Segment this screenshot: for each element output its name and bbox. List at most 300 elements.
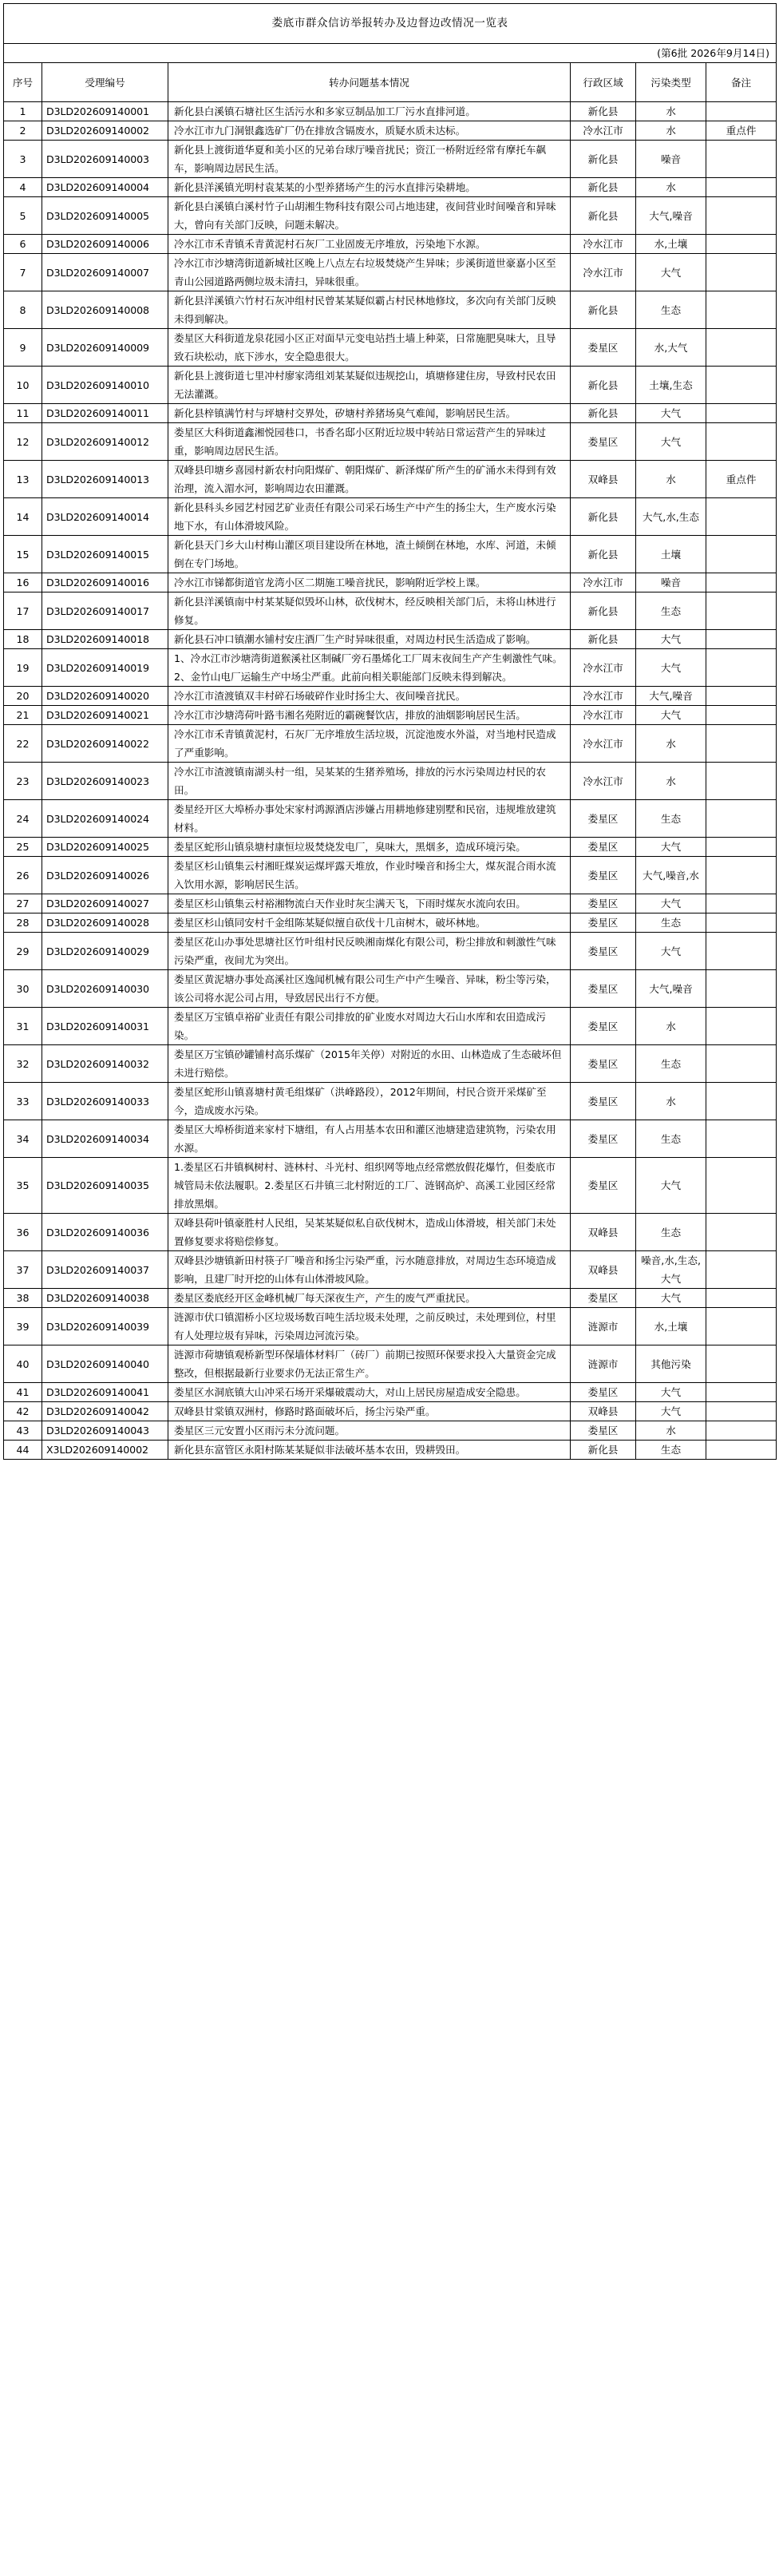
- row-description: 新化县上渡街道七里冲村廖家湾组刘某某疑似违规挖山，填塘修建住房，导致村民农田无法灌溉。: [168, 367, 571, 404]
- row-pollution-type: 水: [636, 763, 706, 800]
- row-description: 新化县白溪镇白溪村竹子山胡湘生物科技有限公司占地违建，夜间营业时间噪音和异味大，曾向有关部门反映，问题未解决。: [168, 197, 571, 235]
- row-pollution-type: 水,大气: [636, 329, 706, 367]
- row-description: 娄星区三元安置小区雨污未分流问题。: [168, 1421, 571, 1441]
- row-pollution-type: 大气,噪音: [636, 687, 706, 706]
- row-area: 娄星区: [571, 894, 636, 913]
- row-area: 娄星区: [571, 1045, 636, 1083]
- row-area: 新化县: [571, 367, 636, 404]
- row-description: 娄星区大科街道鑫湘悦园巷口，书香名邸小区附近垃圾中转站日常运营产生的异味过重，影响周边居民生活。: [168, 423, 571, 461]
- row-index: 44: [4, 1441, 42, 1460]
- row-note: [706, 423, 777, 461]
- row-note: [706, 197, 777, 235]
- row-area: 冷水江市: [571, 573, 636, 592]
- row-description: 涟源市荷塘镇观桥新型环保墙体材料厂（砖厂）前期已按照环保要求投入大量资金完成整改，但根据最新行业要求仍无法正常生产。: [168, 1345, 571, 1383]
- row-code: D3LD202609140028: [42, 913, 168, 933]
- row-index: 35: [4, 1158, 42, 1214]
- row-area: 冷水江市: [571, 121, 636, 141]
- row-code: D3LD202609140007: [42, 254, 168, 291]
- row-pollution-type: 大气: [636, 649, 706, 687]
- row-index: 34: [4, 1120, 42, 1158]
- row-index: 14: [4, 498, 42, 536]
- row-description: 双峰县甘棠镇双洲村，修路时路面破坏后，扬尘污染严重。: [168, 1402, 571, 1421]
- row-index: 5: [4, 197, 42, 235]
- row-pollution-type: 生态: [636, 1045, 706, 1083]
- row-note: [706, 498, 777, 536]
- row-code: D3LD202609140001: [42, 102, 168, 121]
- row-note: [706, 1441, 777, 1460]
- row-code: D3LD202609140021: [42, 706, 168, 725]
- table-row: [4, 291, 777, 329]
- row-note: [706, 1402, 777, 1421]
- table-row: [4, 536, 777, 573]
- row-description: 冷水江市沙塘湾街道新城社区晚上八点左右垃圾焚烧产生异味；步溪街道世豪嘉小区至青山公园道路两侧垃圾未清扫，异味很重。: [168, 254, 571, 291]
- table-row: [4, 630, 777, 649]
- row-code: D3LD202609140018: [42, 630, 168, 649]
- row-note: [706, 404, 777, 423]
- table-row: [4, 1345, 777, 1383]
- table-row: [4, 838, 777, 857]
- title-row: [4, 4, 777, 44]
- row-index: 22: [4, 725, 42, 763]
- row-area: 新化县: [571, 141, 636, 178]
- row-index: 6: [4, 235, 42, 254]
- row-pollution-type: 大气,噪音: [636, 197, 706, 235]
- row-index: 19: [4, 649, 42, 687]
- row-description: 1、冷水江市沙塘湾街道猴溪社区制碱厂旁石墨烯化工厂周末夜间生产产生刺激性气味。2、金竹山电厂运输生产中场尘严重。此前向相关职能部门反映未得到解决。: [168, 649, 571, 687]
- row-description: 冷水江市九门洞银鑫选矿厂仍在排放含镉废水，质疑水质未达标。: [168, 121, 571, 141]
- table-row: [4, 687, 777, 706]
- table-row: [4, 970, 777, 1008]
- row-area: 娄星区: [571, 1158, 636, 1214]
- table-row: [4, 197, 777, 235]
- row-area: 娄星区: [571, 913, 636, 933]
- header-code: 受理编号: [42, 63, 168, 102]
- row-note: [706, 1421, 777, 1441]
- row-code: D3LD202609140042: [42, 1402, 168, 1421]
- row-description: 娄星区娄底经开区金峰机械厂每天深夜生产，产生的废气严重扰民。: [168, 1289, 571, 1308]
- row-description: 娄星区大埠桥街道来家村下塘组，有人占用基本农田和灌区池塘建造建筑物，污染农用水源。: [168, 1120, 571, 1158]
- table-row: [4, 706, 777, 725]
- row-description: 新化县梓镇满竹村与坪塘村交界处，矽塘村养猪场臭气难闻，影响居民生活。: [168, 404, 571, 423]
- row-pollution-type: 大气,噪音,水: [636, 857, 706, 894]
- table-row: [4, 235, 777, 254]
- row-area: 娄星区: [571, 838, 636, 857]
- row-note: [706, 1008, 777, 1045]
- row-area: 新化县: [571, 498, 636, 536]
- header-area: 行政区域: [571, 63, 636, 102]
- row-area: 新化县: [571, 1441, 636, 1460]
- table-row: [4, 1289, 777, 1308]
- row-description: 新化县洋溪镇南中村某某疑似毁坏山林，砍伐树木，经反映相关部门后，未将山林进行修复。: [168, 592, 571, 630]
- row-area: 娄星区: [571, 1421, 636, 1441]
- row-area: 娄星区: [571, 329, 636, 367]
- row-code: D3LD202609140024: [42, 800, 168, 838]
- row-index: 43: [4, 1421, 42, 1441]
- row-code: D3LD202609140002: [42, 121, 168, 141]
- header-note: 备注: [706, 63, 777, 102]
- row-pollution-type: 土壤,生态: [636, 367, 706, 404]
- row-description: 娄星区蛇形山镇喜塘村黄毛组煤矿（洪峰路段），2012年期间，村民合资开采煤矿至今，造成废水污染。: [168, 1083, 571, 1120]
- row-pollution-type: 大气: [636, 838, 706, 857]
- row-index: 18: [4, 630, 42, 649]
- row-pollution-type: 大气,水,生态: [636, 498, 706, 536]
- row-code: D3LD202609140023: [42, 763, 168, 800]
- row-index: 31: [4, 1008, 42, 1045]
- row-description: 新化县洋溪镇六竹村石灰冲组村民曾某某疑似霸占村民林地修坟，多次向有关部门反映未得到解决。: [168, 291, 571, 329]
- row-note: [706, 573, 777, 592]
- document-sheet: [3, 3, 776, 1460]
- row-index: 30: [4, 970, 42, 1008]
- row-pollution-type: 大气: [636, 1289, 706, 1308]
- row-pollution-type: 噪音: [636, 141, 706, 178]
- row-code: D3LD202609140025: [42, 838, 168, 857]
- row-code: X3LD202609140002: [42, 1441, 168, 1460]
- row-area: 娄星区: [571, 1008, 636, 1045]
- table-row: [4, 1158, 777, 1214]
- row-pollution-type: 大气: [636, 933, 706, 970]
- table-row: [4, 763, 777, 800]
- table-row: [4, 894, 777, 913]
- table-row: [4, 649, 777, 687]
- row-area: 涟源市: [571, 1308, 636, 1345]
- row-pollution-type: 水: [636, 102, 706, 121]
- row-note: [706, 1045, 777, 1083]
- row-index: 25: [4, 838, 42, 857]
- row-description: 娄星区蛇形山镇泉塘村康恒垃圾焚烧发电厂，臭味大，黑烟多，造成环境污染。: [168, 838, 571, 857]
- row-pollution-type: 生态: [636, 291, 706, 329]
- row-index: 28: [4, 913, 42, 933]
- row-description: 娄星区杉山镇集云村裕湘物流白天作业时灰尘满天飞，下雨时煤灰水流向农田。: [168, 894, 571, 913]
- row-area: 涟源市: [571, 1345, 636, 1383]
- row-code: D3LD202609140037: [42, 1251, 168, 1289]
- row-pollution-type: 生态: [636, 1214, 706, 1251]
- row-area: 新化县: [571, 630, 636, 649]
- row-pollution-type: 水: [636, 725, 706, 763]
- row-note: [706, 894, 777, 913]
- row-description: 冷水江市沙塘湾荷叶路韦湘名苑附近的霸碗餐饮店，排放的油烟影响居民生活。: [168, 706, 571, 725]
- row-note: [706, 1158, 777, 1214]
- row-pollution-type: 大气: [636, 630, 706, 649]
- row-note: [706, 1289, 777, 1308]
- table-row: [4, 102, 777, 121]
- row-note: [706, 1214, 777, 1251]
- table-row: [4, 1214, 777, 1251]
- row-area: 双峰县: [571, 1214, 636, 1251]
- row-area: 双峰县: [571, 1251, 636, 1289]
- row-area: 冷水江市: [571, 763, 636, 800]
- row-description: 娄星区大科街道龙泉花园小区正对面早元变电站挡土墙上种菜，日常施肥臭味大，且导致石块松动，底下涉水，安全隐患很大。: [168, 329, 571, 367]
- table-row: [4, 404, 777, 423]
- row-index: 32: [4, 1045, 42, 1083]
- row-index: 23: [4, 763, 42, 800]
- row-pollution-type: 大气: [636, 1383, 706, 1402]
- row-description: 新化县石冲口镇潮水铺村安庄酒厂生产时异味很重，对周边村民生活造成了影响。: [168, 630, 571, 649]
- row-index: 36: [4, 1214, 42, 1251]
- row-description: 新化县东富管区永阳村陈某某疑似非法破坏基本农田，毁耕毁田。: [168, 1441, 571, 1460]
- row-index: 29: [4, 933, 42, 970]
- row-note: [706, 970, 777, 1008]
- table-row: [4, 141, 777, 178]
- row-index: 26: [4, 857, 42, 894]
- row-index: 11: [4, 404, 42, 423]
- row-note: [706, 649, 777, 687]
- row-area: 冷水江市: [571, 687, 636, 706]
- row-description: 双峰县沙塘镇新田村筷子厂噪音和扬尘污染严重，污水随意排放，对周边生态环境造成影响，且建厂时开挖的山体有山体滑坡风险。: [168, 1251, 571, 1289]
- row-note: [706, 630, 777, 649]
- row-area: 娄星区: [571, 857, 636, 894]
- row-pollution-type: 生态: [636, 592, 706, 630]
- row-note: [706, 592, 777, 630]
- row-pollution-type: 大气,噪音: [636, 970, 706, 1008]
- row-description: 新化县洋溪镇光明村袁某某的小型养猪场产生的污水直排污染耕地。: [168, 178, 571, 197]
- row-description: 1.娄星区石井镇枫树村、涟林村、斗光村、组织网等地点经常燃放假花爆竹，但娄底市城管局未依法履职。2.娄星区石井镇三北村附近的工厂、涟钢高炉、高溪工业园区经常排放黑烟。: [168, 1158, 571, 1214]
- table-row: [4, 121, 777, 141]
- row-note: [706, 763, 777, 800]
- table-row: [4, 913, 777, 933]
- row-pollution-type: 大气: [636, 1402, 706, 1421]
- row-description: 娄星区万宝镇卓裕矿业责任有限公司排放的矿业废水对周边大石山水库和农田造成污染。: [168, 1008, 571, 1045]
- row-index: 41: [4, 1383, 42, 1402]
- row-description: 双峰县印塘乡喜园村新农村向阳煤矿、朝阳煤矿、新泽煤矿所产生的矿涌水未得到有效治理，流入湄水河，影响周边农田灌溉。: [168, 461, 571, 498]
- row-description: 涟源市伏口镇湄桥小区垃圾场数百吨生活垃圾未处理，之前反映过，未处理到位，村里有人处理垃圾有异味，污染周边河流污染。: [168, 1308, 571, 1345]
- row-index: 42: [4, 1402, 42, 1421]
- row-description: 新化县科头乡园艺村园艺矿业责任有限公司采石场生产中产生的扬尘大，生产废水污染地下水，有山体滑坡风险。: [168, 498, 571, 536]
- row-note: [706, 706, 777, 725]
- table-row: [4, 1308, 777, 1345]
- row-note: [706, 1345, 777, 1383]
- row-pollution-type: 生态: [636, 1120, 706, 1158]
- row-area: 娄星区: [571, 1083, 636, 1120]
- row-pollution-type: 水: [636, 1421, 706, 1441]
- row-area: 娄星区: [571, 1120, 636, 1158]
- row-code: D3LD202609140026: [42, 857, 168, 894]
- row-index: 12: [4, 423, 42, 461]
- row-description: 娄星区黄泥塘办事处高溪社区逸闻机械有限公司生产中产生噪音、异味，粉尘等污染，该公司将水泥公司占用，导致居民出行不方便。: [168, 970, 571, 1008]
- table-row: [4, 423, 777, 461]
- row-note: [706, 933, 777, 970]
- row-note: [706, 102, 777, 121]
- row-description: 娄星经开区大埠桥办事处宋家村鸿源酒店涉嫌占用耕地修建别墅和民宿，违规堆放建筑材料。: [168, 800, 571, 838]
- row-area: 新化县: [571, 178, 636, 197]
- row-code: D3LD202609140012: [42, 423, 168, 461]
- row-note: [706, 1251, 777, 1289]
- row-description: 新化县白溪镇石塘社区生活污水和多家豆制品加工厂污水直排河道。: [168, 102, 571, 121]
- row-code: D3LD202609140029: [42, 933, 168, 970]
- row-description: 新化县天门乡大山村梅山灌区项目建设所在林地，渣土倾倒在林地，水库、河道，未倾倒在专门场地。: [168, 536, 571, 573]
- table-row: [4, 857, 777, 894]
- row-index: 3: [4, 141, 42, 178]
- row-pollution-type: 水: [636, 178, 706, 197]
- row-pollution-type: 水: [636, 1083, 706, 1120]
- row-pollution-type: 水: [636, 121, 706, 141]
- row-note: [706, 857, 777, 894]
- row-index: 15: [4, 536, 42, 573]
- row-pollution-type: 大气: [636, 894, 706, 913]
- row-note: [706, 254, 777, 291]
- row-description: 娄星区杉山镇集云村湘旺煤炭运煤坪露天堆放，作业时噪音和扬尘大，煤灰混合雨水流入饮用水源，影响居民生活。: [168, 857, 571, 894]
- row-area: 娄星区: [571, 423, 636, 461]
- row-index: 1: [4, 102, 42, 121]
- table-row: [4, 1008, 777, 1045]
- row-pollution-type: 大气: [636, 423, 706, 461]
- row-code: D3LD202609140036: [42, 1214, 168, 1251]
- table-row: [4, 1421, 777, 1441]
- row-index: 10: [4, 367, 42, 404]
- row-code: D3LD202609140031: [42, 1008, 168, 1045]
- row-index: 40: [4, 1345, 42, 1383]
- row-code: D3LD202609140030: [42, 970, 168, 1008]
- table-row: [4, 461, 777, 498]
- row-code: D3LD202609140004: [42, 178, 168, 197]
- row-note: [706, 178, 777, 197]
- table-row: [4, 725, 777, 763]
- row-code: D3LD202609140039: [42, 1308, 168, 1345]
- row-index: 24: [4, 800, 42, 838]
- row-code: D3LD202609140040: [42, 1345, 168, 1383]
- row-note: [706, 329, 777, 367]
- row-code: D3LD202609140013: [42, 461, 168, 498]
- row-description: 冷水江市禾青镇禾青黄泥村石灰厂工业固废无序堆放，污染地下水源。: [168, 235, 571, 254]
- row-code: D3LD202609140008: [42, 291, 168, 329]
- row-pollution-type: 土壤: [636, 536, 706, 573]
- row-description: 双峰县荷叶镇豪胜村人民组，吴某某疑似私自砍伐树木，造成山体滑坡，相关部门未处置修复要求将赔偿修复。: [168, 1214, 571, 1251]
- table-row: [4, 1120, 777, 1158]
- table-row: [4, 592, 777, 630]
- row-note: [706, 838, 777, 857]
- batch-info: (第6批 2026年9月14日): [4, 44, 777, 63]
- row-pollution-type: 水,土壤: [636, 1308, 706, 1345]
- row-note: [706, 235, 777, 254]
- row-code: D3LD202609140014: [42, 498, 168, 536]
- row-index: 7: [4, 254, 42, 291]
- row-pollution-type: 生态: [636, 913, 706, 933]
- row-code: D3LD202609140006: [42, 235, 168, 254]
- row-pollution-type: 大气: [636, 404, 706, 423]
- row-description: 娄星区万宝镇砂罐铺村高乐煤矿（2015年关停）对附近的水田、山林造成了生态破坏但未进行赔偿。: [168, 1045, 571, 1083]
- row-code: D3LD202609140009: [42, 329, 168, 367]
- row-pollution-type: 大气: [636, 1158, 706, 1214]
- row-note: [706, 687, 777, 706]
- row-note: [706, 141, 777, 178]
- row-area: 双峰县: [571, 1402, 636, 1421]
- row-index: 9: [4, 329, 42, 367]
- batch-row: [4, 44, 777, 63]
- row-index: 39: [4, 1308, 42, 1345]
- row-note: [706, 536, 777, 573]
- row-description: 娄星区水洞底镇大山冲采石场开采爆破震动大，对山上居民房屋造成安全隐患。: [168, 1383, 571, 1402]
- row-code: D3LD202609140005: [42, 197, 168, 235]
- row-area: 新化县: [571, 404, 636, 423]
- row-note: 重点件: [706, 461, 777, 498]
- row-pollution-type: 其他污染: [636, 1345, 706, 1383]
- row-index: 8: [4, 291, 42, 329]
- page-title: 娄底市群众信访举报转办及边督边改情况一览表: [4, 4, 777, 44]
- table-row: [4, 933, 777, 970]
- petition-table: [3, 3, 777, 1460]
- row-code: D3LD202609140003: [42, 141, 168, 178]
- row-index: 33: [4, 1083, 42, 1120]
- row-area: 新化县: [571, 536, 636, 573]
- row-area: 新化县: [571, 197, 636, 235]
- row-code: D3LD202609140017: [42, 592, 168, 630]
- row-pollution-type: 大气: [636, 706, 706, 725]
- row-index: 21: [4, 706, 42, 725]
- row-code: D3LD202609140020: [42, 687, 168, 706]
- row-area: 冷水江市: [571, 725, 636, 763]
- row-pollution-type: 水: [636, 1008, 706, 1045]
- row-note: [706, 800, 777, 838]
- row-index: 2: [4, 121, 42, 141]
- row-description: 娄星区花山办事处思塘社区竹叶组村民反映湘南煤化有限公司，粉尘排放和刺激性气味污染严重，夜间尤为突出。: [168, 933, 571, 970]
- table-row: [4, 1045, 777, 1083]
- row-area: 娄星区: [571, 800, 636, 838]
- row-description: 冷水江市锑都街道官龙湾小区二期施工噪音扰民，影响附近学校上课。: [168, 573, 571, 592]
- row-area: 冷水江市: [571, 254, 636, 291]
- table-row: [4, 1083, 777, 1120]
- row-code: D3LD202609140043: [42, 1421, 168, 1441]
- row-index: 27: [4, 894, 42, 913]
- row-area: 娄星区: [571, 1383, 636, 1402]
- header-row: [4, 63, 777, 102]
- header-index: 序号: [4, 63, 42, 102]
- table-row: [4, 1383, 777, 1402]
- row-note: 重点件: [706, 121, 777, 141]
- table-row: [4, 329, 777, 367]
- row-code: D3LD202609140016: [42, 573, 168, 592]
- table-row: [4, 573, 777, 592]
- row-code: D3LD202609140041: [42, 1383, 168, 1402]
- table-row: [4, 800, 777, 838]
- row-note: [706, 367, 777, 404]
- table-row: [4, 498, 777, 536]
- row-index: 13: [4, 461, 42, 498]
- table-row: [4, 1251, 777, 1289]
- row-area: 新化县: [571, 102, 636, 121]
- table-row: [4, 178, 777, 197]
- row-pollution-type: 水: [636, 461, 706, 498]
- table-row: [4, 367, 777, 404]
- row-code: D3LD202609140033: [42, 1083, 168, 1120]
- row-code: D3LD202609140011: [42, 404, 168, 423]
- row-area: 冷水江市: [571, 649, 636, 687]
- row-index: 4: [4, 178, 42, 197]
- row-area: 娄星区: [571, 933, 636, 970]
- row-code: D3LD202609140027: [42, 894, 168, 913]
- row-pollution-type: 大气: [636, 254, 706, 291]
- row-code: D3LD202609140035: [42, 1158, 168, 1214]
- row-index: 17: [4, 592, 42, 630]
- row-note: [706, 1120, 777, 1158]
- row-code: D3LD202609140019: [42, 649, 168, 687]
- row-area: 双峰县: [571, 461, 636, 498]
- row-index: 38: [4, 1289, 42, 1308]
- row-code: D3LD202609140032: [42, 1045, 168, 1083]
- row-note: [706, 913, 777, 933]
- row-description: 娄星区杉山镇同安村千金组陈某疑似擅自砍伐十几亩树木，破坏林地。: [168, 913, 571, 933]
- row-code: D3LD202609140034: [42, 1120, 168, 1158]
- row-area: 新化县: [571, 592, 636, 630]
- row-area: 冷水江市: [571, 235, 636, 254]
- row-pollution-type: 生态: [636, 1441, 706, 1460]
- row-code: D3LD202609140038: [42, 1289, 168, 1308]
- row-description: 冷水江市禾青镇黄泥村，石灰厂无序堆放生活垃圾，沉淀池废水外溢，对当地村民造成了严重影响。: [168, 725, 571, 763]
- row-area: 冷水江市: [571, 706, 636, 725]
- table-row: [4, 1441, 777, 1460]
- header-desc: 转办问题基本情况: [168, 63, 571, 102]
- row-index: 20: [4, 687, 42, 706]
- row-note: [706, 1308, 777, 1345]
- table-row: [4, 1402, 777, 1421]
